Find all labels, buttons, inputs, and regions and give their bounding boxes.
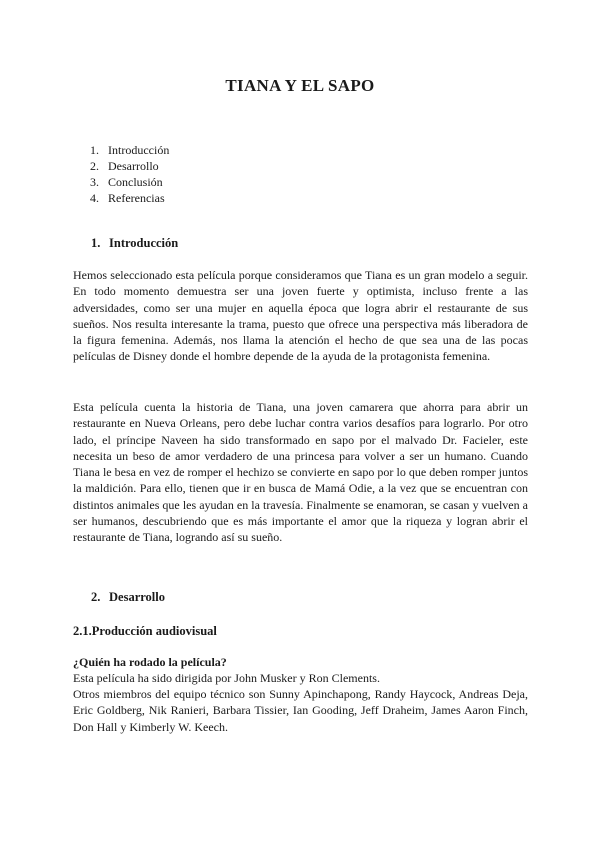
toc-number: 2. xyxy=(90,159,99,173)
toc-number: 3. xyxy=(90,175,99,189)
toc-label: Conclusión xyxy=(108,175,163,189)
section-number: 2. xyxy=(91,590,101,604)
toc-item xyxy=(90,158,169,174)
subsection-heading: 2.1.Producción audiovisual xyxy=(73,624,217,638)
toc-label: Referencias xyxy=(108,191,165,205)
toc-number: 4. xyxy=(90,191,99,205)
toc-label: Introducción xyxy=(108,143,170,157)
section-title: Introducción xyxy=(109,236,179,250)
section-2-heading xyxy=(91,590,165,605)
table-of-contents xyxy=(90,142,169,206)
answer-line-1: Esta película ha sido dirigida por John Musker y Ron Clements. xyxy=(73,671,380,685)
section-title: Desarrollo xyxy=(109,590,166,604)
toc-item xyxy=(90,190,169,206)
toc-number: 1. xyxy=(90,143,99,157)
answer-paragraph-2: Otros miembros del equipo técnico son Sunny Apinchapong, Randy Haycock, Andreas Deja, Eric Goldberg, Nik Ranieri, Barbara Tissier, Ian Gooding, Jeff Draheim, James Aaron Finch, Don Hall y Kimberly W. Keech. xyxy=(73,687,528,734)
document-title: TIANA Y EL SAPO xyxy=(225,76,375,95)
toc-item xyxy=(90,142,169,158)
toc-item xyxy=(90,174,169,190)
intro-paragraph-2: Esta película cuenta la historia de Tiana, una joven camarera que ahorra para abrir un restaurante en Nueva Orleans, pero debe luchar contra varios desafíos para lograrlo. Por otro lado, el príncipe Naveen ha sido transformado en sapo por el malvado Dr. Facieler, este necesita un beso de amor verdadero de una princesa para volver a ser un humano. Cuando Tiana le besa en vez de romper el hechizo se convierte en sapo por lo que deben romper juntos la maldición. Para ello, tienen que ir en busca de Mamá Odie, a la vez que se encuentran con distintos animales que les ayudan en la travesía. Finalmente se enamoran, se casan y vuelven a ser humanos, descubriendo que es más importante el amor que la riqueza y logran abrir el restaurante de Tiana, logrando así su sueño. xyxy=(73,400,528,545)
question-heading: ¿Quién ha rodado la película? xyxy=(73,655,227,669)
intro-paragraph-1: Hemos seleccionado esta película porque consideramos que Tiana es un gran modelo a seguir. En todo momento demuestra ser una joven fuerte y optimista, incluso frente a las adversidades, como ser una mujer en aquella época que logra abrir el restaurante de sus sueños. Nos resulta interesante la trama, puesto que ofrece una perspectiva más liberadora de la figura femenina. Además, nos llama la atención el hecho de que sea una de las pocas películas de Disney donde el hombre depende de la ayuda de la protagonista femenina. xyxy=(73,268,528,364)
section-number: 1. xyxy=(91,236,101,250)
section-1-heading xyxy=(91,236,178,251)
toc-label: Desarrollo xyxy=(108,159,159,173)
